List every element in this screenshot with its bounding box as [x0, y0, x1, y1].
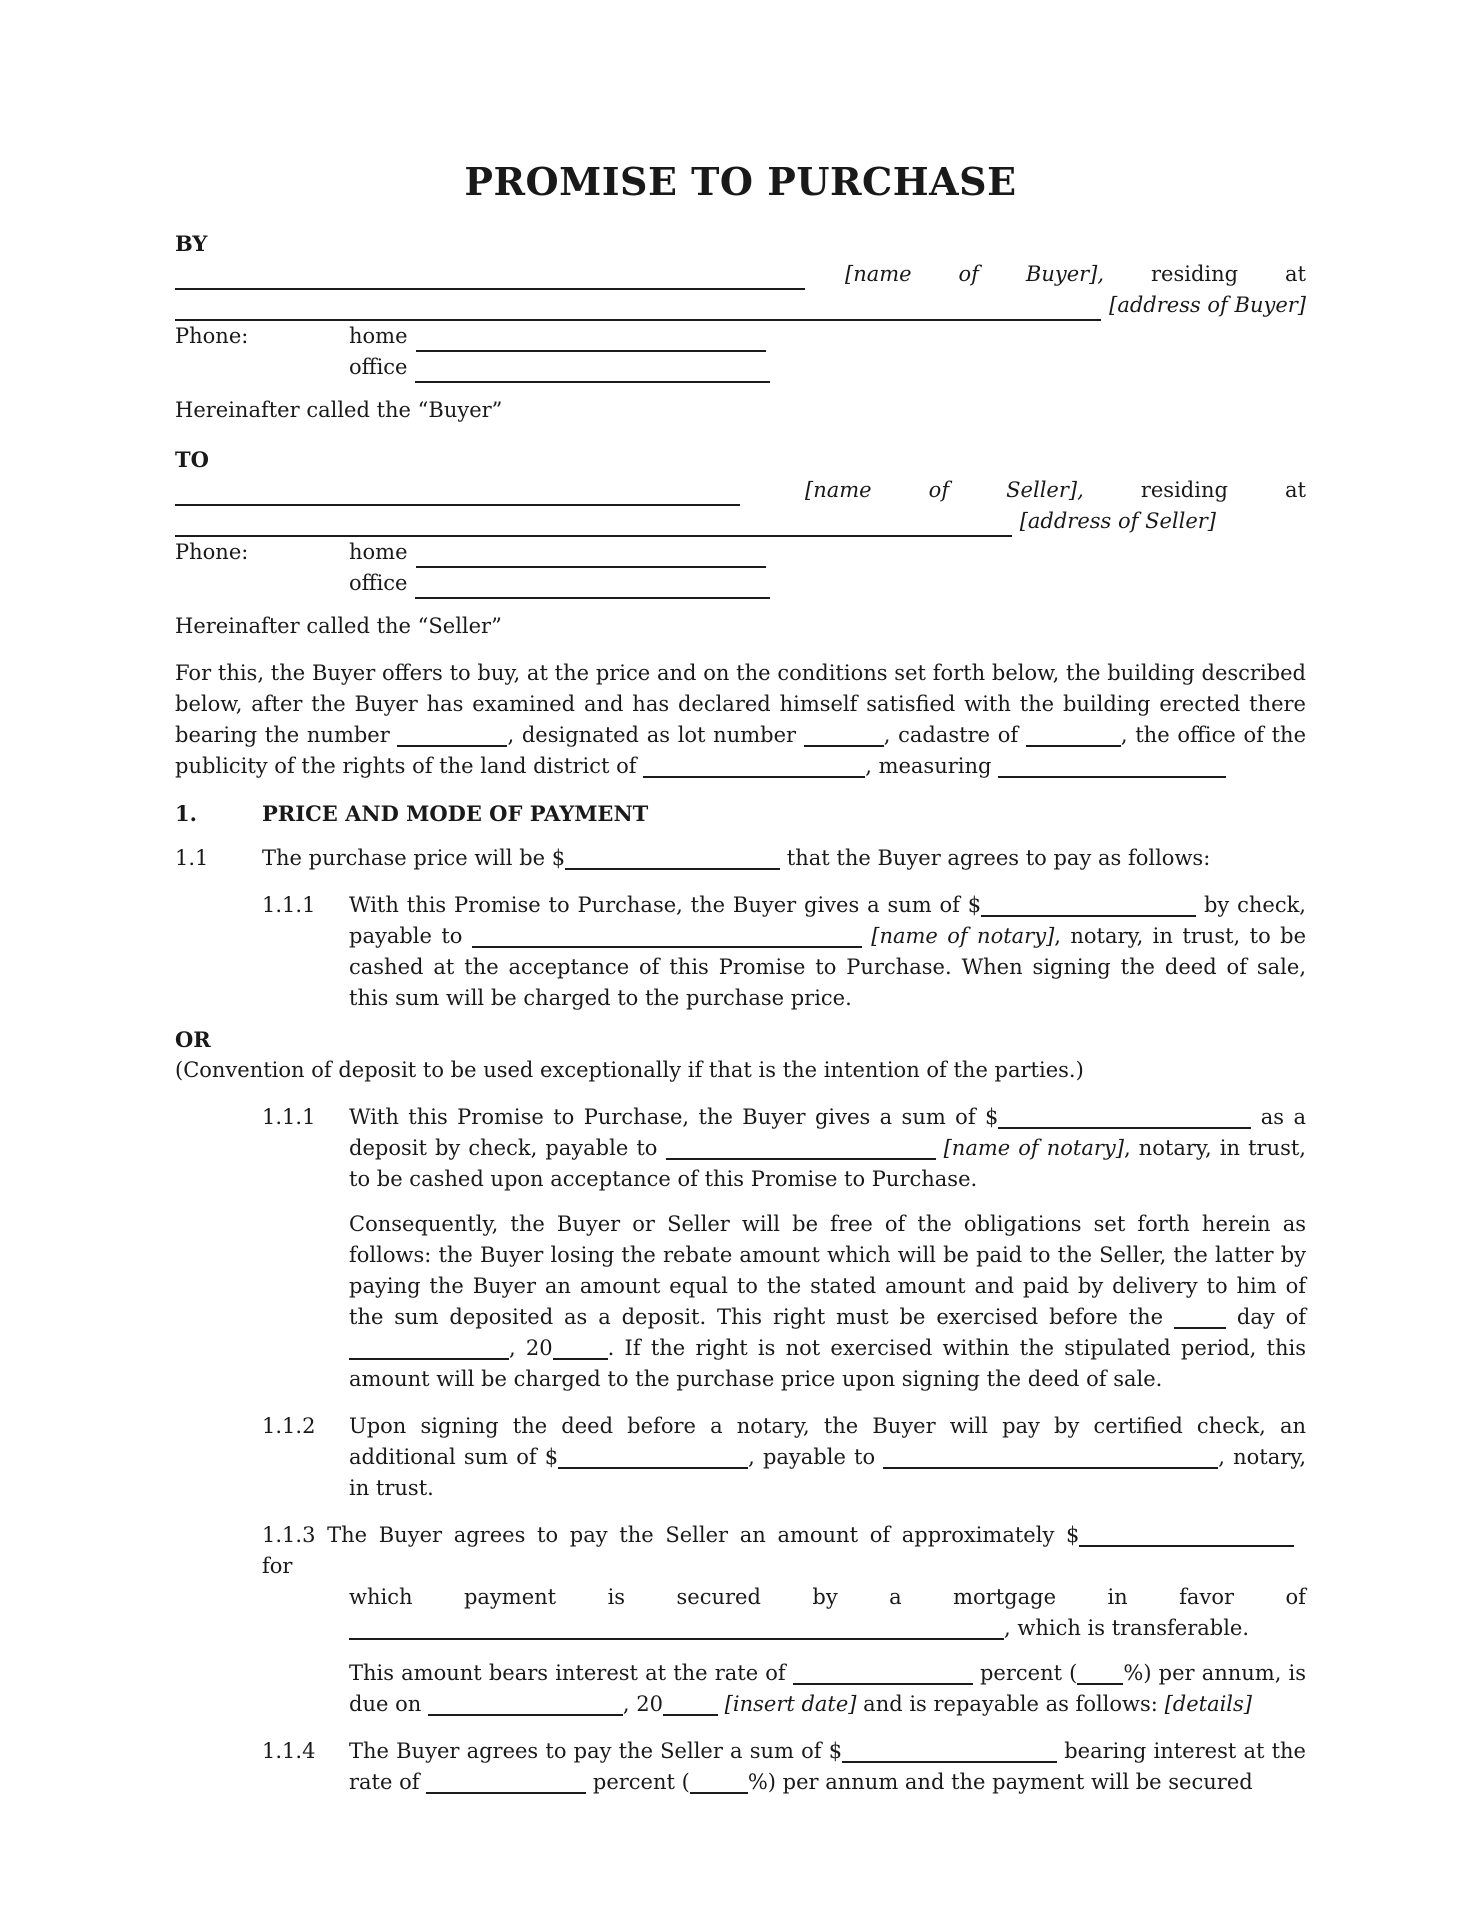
clause-line: [349, 1613, 1306, 1644]
annotation-text: [name: [805, 478, 872, 502]
year-blank: [553, 1346, 608, 1360]
paragraph-text: that the Buyer agrees to pay as follows:: [780, 846, 1211, 870]
or-note: (Convention of deposit to be used exceptionally if that is the intention of the parties.): [175, 1058, 1084, 1082]
annotation-text: of: [958, 262, 979, 286]
paragraph-text: , 20: [622, 1692, 663, 1716]
word: mortgage: [953, 1585, 1056, 1609]
annotation-text: [name: [845, 262, 912, 286]
clause-line: [262, 1520, 1306, 1582]
home-label: home: [349, 324, 408, 348]
or-label: OR: [175, 1027, 211, 1052]
paragraph-text: This amount bears interest at the rate of: [349, 1661, 793, 1685]
annotation-text: at: [1285, 478, 1306, 502]
document-title: PROMISE TO PURCHASE: [464, 159, 1017, 204]
word: payment: [463, 1585, 557, 1609]
cadastre-blank: [1026, 733, 1121, 747]
to-label: TO: [175, 447, 209, 472]
day-blank: [1174, 1315, 1226, 1329]
measuring-blank: [998, 764, 1226, 778]
paragraph-text: The purchase price will be $: [262, 846, 566, 870]
buyer-address-annotation: [address of Buyer]: [1109, 293, 1306, 317]
paragraph-text: by check, payable to: [349, 893, 1306, 948]
seller-office-phone-blank: [415, 579, 770, 599]
clause-text: [349, 890, 1306, 1014]
paragraph-text: for: [262, 1554, 293, 1578]
clause-number: 1.1.3: [262, 1523, 316, 1547]
consequently-paragraph: [349, 1209, 1306, 1395]
clause-1-1-4: [262, 1736, 1306, 1798]
seller-name-line: [175, 475, 1306, 506]
deposit-sum-blank: [998, 1115, 1251, 1129]
clause-1-1-1-second: [262, 1102, 1306, 1195]
details-annotation: [details]: [1164, 1692, 1252, 1716]
seller-address-blank: [175, 517, 1012, 537]
paragraph-text: , which is transferable.: [1004, 1616, 1250, 1640]
clause-number: 1.1.2: [262, 1414, 316, 1438]
clause-text: [349, 1736, 1306, 1798]
sum-blank: [981, 903, 1196, 917]
office-label: office: [349, 571, 408, 595]
office-label: office: [349, 355, 408, 379]
paragraph-text: %) per annum, is due on: [349, 1661, 1307, 1716]
paragraph-text: percent (: [586, 1770, 690, 1794]
paragraph-text: Upon signing the deed before a notary, the Buyer will pay by certified check, an additional sum of $: [349, 1414, 1306, 1469]
word: is: [607, 1585, 626, 1609]
percent-blank: [1077, 1671, 1123, 1685]
paragraph-text: , 20: [509, 1336, 553, 1360]
interest-paragraph: [349, 1658, 1306, 1720]
rate-blank: [426, 1780, 586, 1794]
seller-home-phone-blank: [416, 548, 766, 568]
purchase-price-blank: [565, 856, 780, 870]
buyer-phone-home-line: [175, 321, 1306, 352]
word: secured: [676, 1585, 761, 1609]
insert-date-annotation: [insert date]: [718, 1692, 857, 1716]
buyer-home-phone-blank: [416, 332, 766, 352]
word: which: [349, 1585, 413, 1609]
word: by: [812, 1585, 838, 1609]
paragraph-text: With this Promise to Purchase, the Buyer gives a sum of $: [349, 1105, 999, 1129]
notary-annotation: [name of notary]: [935, 1136, 1124, 1160]
building-number-blank: [397, 733, 507, 747]
clause-number: 1.1.1: [262, 893, 316, 917]
clause-number: 1.1.1: [262, 1105, 316, 1129]
home-label: home: [349, 540, 408, 564]
annotation-text: Seller],: [1006, 478, 1084, 502]
buyer-name-blank: [175, 270, 805, 290]
paragraph-text: bearing interest at the rate of: [349, 1739, 1306, 1794]
buyer-hereinafter: Hereinafter called the “Buyer”: [175, 398, 503, 422]
paragraph-text: and is repayable as follows:: [856, 1692, 1165, 1716]
clause-number: 1.1.4: [262, 1739, 316, 1763]
intro-paragraph: [175, 658, 1306, 782]
buyer-name-annotation: [845, 259, 1306, 290]
paragraph-text: The Buyer agrees to pay the Seller a sum of $: [349, 1739, 843, 1763]
seller-sum-blank: [842, 1749, 1057, 1763]
buyer-name-line: [175, 259, 1306, 290]
paragraph-text: %) per annum and the payment will be secured: [747, 1770, 1253, 1794]
paragraph-text: as a deposit by check, payable to: [349, 1105, 1306, 1160]
section-1-heading: [175, 798, 1306, 829]
payable-to-blank: [666, 1146, 936, 1160]
seller-name-blank: [175, 486, 740, 506]
paragraph-text: percent (: [972, 1661, 1078, 1685]
seller-name-annotation: [805, 475, 1306, 506]
clause-text: [349, 1411, 1306, 1504]
annotation-text: Buyer],: [1025, 262, 1105, 286]
additional-sum-blank: [558, 1455, 748, 1469]
lot-number-blank: [804, 733, 884, 747]
paragraph-text: , notary, in trust, to be cashed upon acceptance of this Promise to Purchase.: [349, 1136, 1306, 1191]
paragraph-text: For this, the Buyer offers to buy, at the price and on the conditions set forth below, the building described below, after the Buyer has examined and has declared himself satisfied with the building erected there bearing the number: [175, 661, 1306, 747]
paragraph-text: , cadastre of: [883, 723, 1026, 747]
payable-to-blank: [883, 1455, 1218, 1469]
buyer-section: [175, 228, 1306, 426]
annotation-text: at: [1285, 262, 1306, 286]
paragraph-text: , designated as lot number: [507, 723, 804, 747]
word: of: [1285, 1585, 1306, 1609]
word: a: [889, 1585, 902, 1609]
paragraph-text: , payable to: [748, 1445, 884, 1469]
by-label: BY: [175, 231, 208, 256]
paragraph-text: , measuring: [865, 754, 999, 778]
clause-number: 1.1: [175, 846, 209, 870]
paragraph-text: day of: [1225, 1305, 1306, 1329]
clause-1-1-1-first: [262, 890, 1306, 1014]
annotation-text: residing: [1140, 478, 1228, 502]
clause-1-1: [175, 843, 1306, 874]
notary-annotation: [name of notary]: [861, 924, 1055, 948]
paragraph-text: . If the right is not exercised within the stipulated period, this amount will be charged to the purchase price upon signing the deed of sale.: [349, 1336, 1307, 1391]
annotation-text: of: [928, 478, 950, 502]
paragraph-text: Consequently, the Buyer or Seller will be free of the obligations set forth herein as follows: the Buyer losing the rebate amount which will be paid to the Seller, the latter by paying the Buyer an amount equal to the stated amount and paid by delivery to him of the sum deposited as a deposit. This right must be exercised before the: [349, 1212, 1306, 1329]
paragraph-text: The Buyer agrees to pay the Seller an amount of approximately $: [315, 1523, 1080, 1547]
payable-to-blank: [472, 934, 862, 948]
buyer-office-phone-blank: [415, 363, 770, 383]
section-number: 1.: [175, 801, 197, 826]
due-year-blank: [663, 1702, 718, 1716]
mortgage-favor-blank: [349, 1626, 1004, 1640]
clause-text: [349, 1102, 1306, 1195]
land-district-blank: [643, 764, 865, 778]
paragraph-text: With this Promise to Purchase, the Buyer gives a sum of $: [349, 893, 982, 917]
percent-blank: [690, 1780, 748, 1794]
paragraph-text: , the office of the publicity of the rights of the land district of: [175, 723, 1307, 778]
paragraph-text: , notary, in trust, to be cashed at the acceptance of this Promise to Purchase. When signing the deed of sale, this sum will be charged to the purchase price.: [349, 924, 1306, 1010]
word: in: [1107, 1585, 1128, 1609]
seller-phone-office-line: [175, 568, 1306, 599]
seller-address-annotation: [address of Seller]: [1019, 509, 1216, 533]
interest-rate-blank: [793, 1671, 973, 1685]
seller-section: [175, 444, 1306, 642]
month-blank: [349, 1346, 509, 1360]
due-date-blank: [428, 1702, 623, 1716]
approx-amount-blank: [1079, 1533, 1294, 1547]
seller-phone-home-line: [175, 537, 1306, 568]
buyer-address-line: [175, 290, 1306, 321]
word: favor: [1179, 1585, 1234, 1609]
buyer-address-blank: [175, 301, 1101, 321]
clause-text: [262, 843, 1306, 874]
paragraph-text: , notary, in trust.: [349, 1445, 1307, 1500]
seller-address-line: [175, 506, 1306, 537]
clause-line: [349, 1582, 1306, 1613]
section-title: PRICE AND MODE OF PAYMENT: [262, 801, 649, 826]
annotation-text: residing: [1150, 262, 1239, 286]
phone-label: Phone:: [175, 540, 249, 564]
seller-hereinafter: Hereinafter called the “Seller”: [175, 614, 502, 638]
clause-1-1-3: [262, 1520, 1306, 1644]
phone-label: Phone:: [175, 324, 249, 348]
clause-1-1-2: [262, 1411, 1306, 1504]
buyer-phone-office-line: [175, 352, 1306, 383]
